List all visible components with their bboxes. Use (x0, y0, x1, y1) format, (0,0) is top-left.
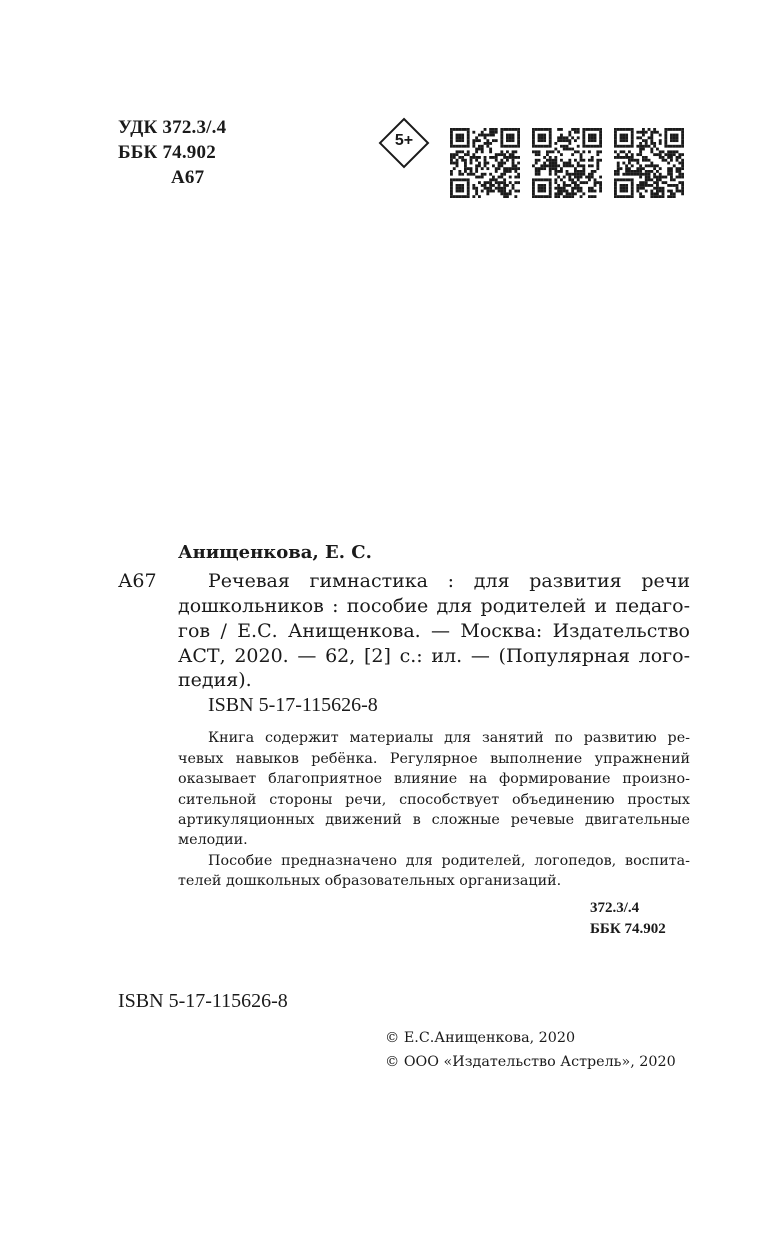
record-line: педия). (178, 669, 252, 691)
copyright-author: © Е.С.Анищенкова, 2020 (385, 1030, 576, 1046)
qr-code-icon (532, 128, 602, 198)
qr-code-icon (614, 128, 684, 198)
isbn: ISBN 5-17-115626-8 (118, 990, 288, 1012)
annotation-line: артикуляционных движений в сложные речевые двигательные (178, 812, 690, 828)
record-line: АСТ, 2020. — 62, [2] с.: ил. — (Популярная лого- (178, 645, 690, 667)
bbk-code-bottom: ББК 74.902 (590, 921, 666, 937)
annotation-line: телей дошкольных образовательных организаций. (178, 873, 562, 889)
author-heading: Анищенкова, Е. С. (178, 542, 372, 563)
author-mark: А67 (171, 167, 205, 188)
annotation-line: сительной стороны речи, способствует объединению простых (178, 792, 690, 808)
record-isbn: ISBN 5-17-115626-8 (208, 694, 378, 716)
record-line: Речевая гимнастика : для развития речи (208, 570, 690, 592)
qr-code-icon (450, 128, 520, 198)
udk-code-bottom: 372.3/.4 (590, 900, 640, 916)
udk-code: УДК 372.3/.4 (118, 117, 227, 138)
copyright-publisher: © ООО «Издательство Астрель», 2020 (385, 1054, 676, 1070)
annotation-line: Книга содержит материалы для занятий по развитию ре- (208, 730, 690, 746)
annotation-line: Пособие предназначено для родителей, логопедов, воспита- (208, 853, 690, 869)
annotation-line: мелодии. (178, 832, 248, 848)
annotation-line: чевых навыков ребёнка. Регулярное выполнение упражнений (178, 751, 690, 767)
age-rating-label: 5+ (394, 132, 414, 149)
annotation-line: оказывает благоприятное влияние на формирование произно- (178, 771, 690, 787)
age-rating-badge (378, 117, 430, 169)
bbk-code: ББК 74.902 (118, 142, 216, 163)
record-line: дошкольников : пособие для родителей и педаго- (178, 595, 690, 617)
author-mark-record: А67 (118, 570, 157, 592)
record-line: гов / Е.С. Анищенкова. — Москва: Издательство (178, 620, 690, 642)
